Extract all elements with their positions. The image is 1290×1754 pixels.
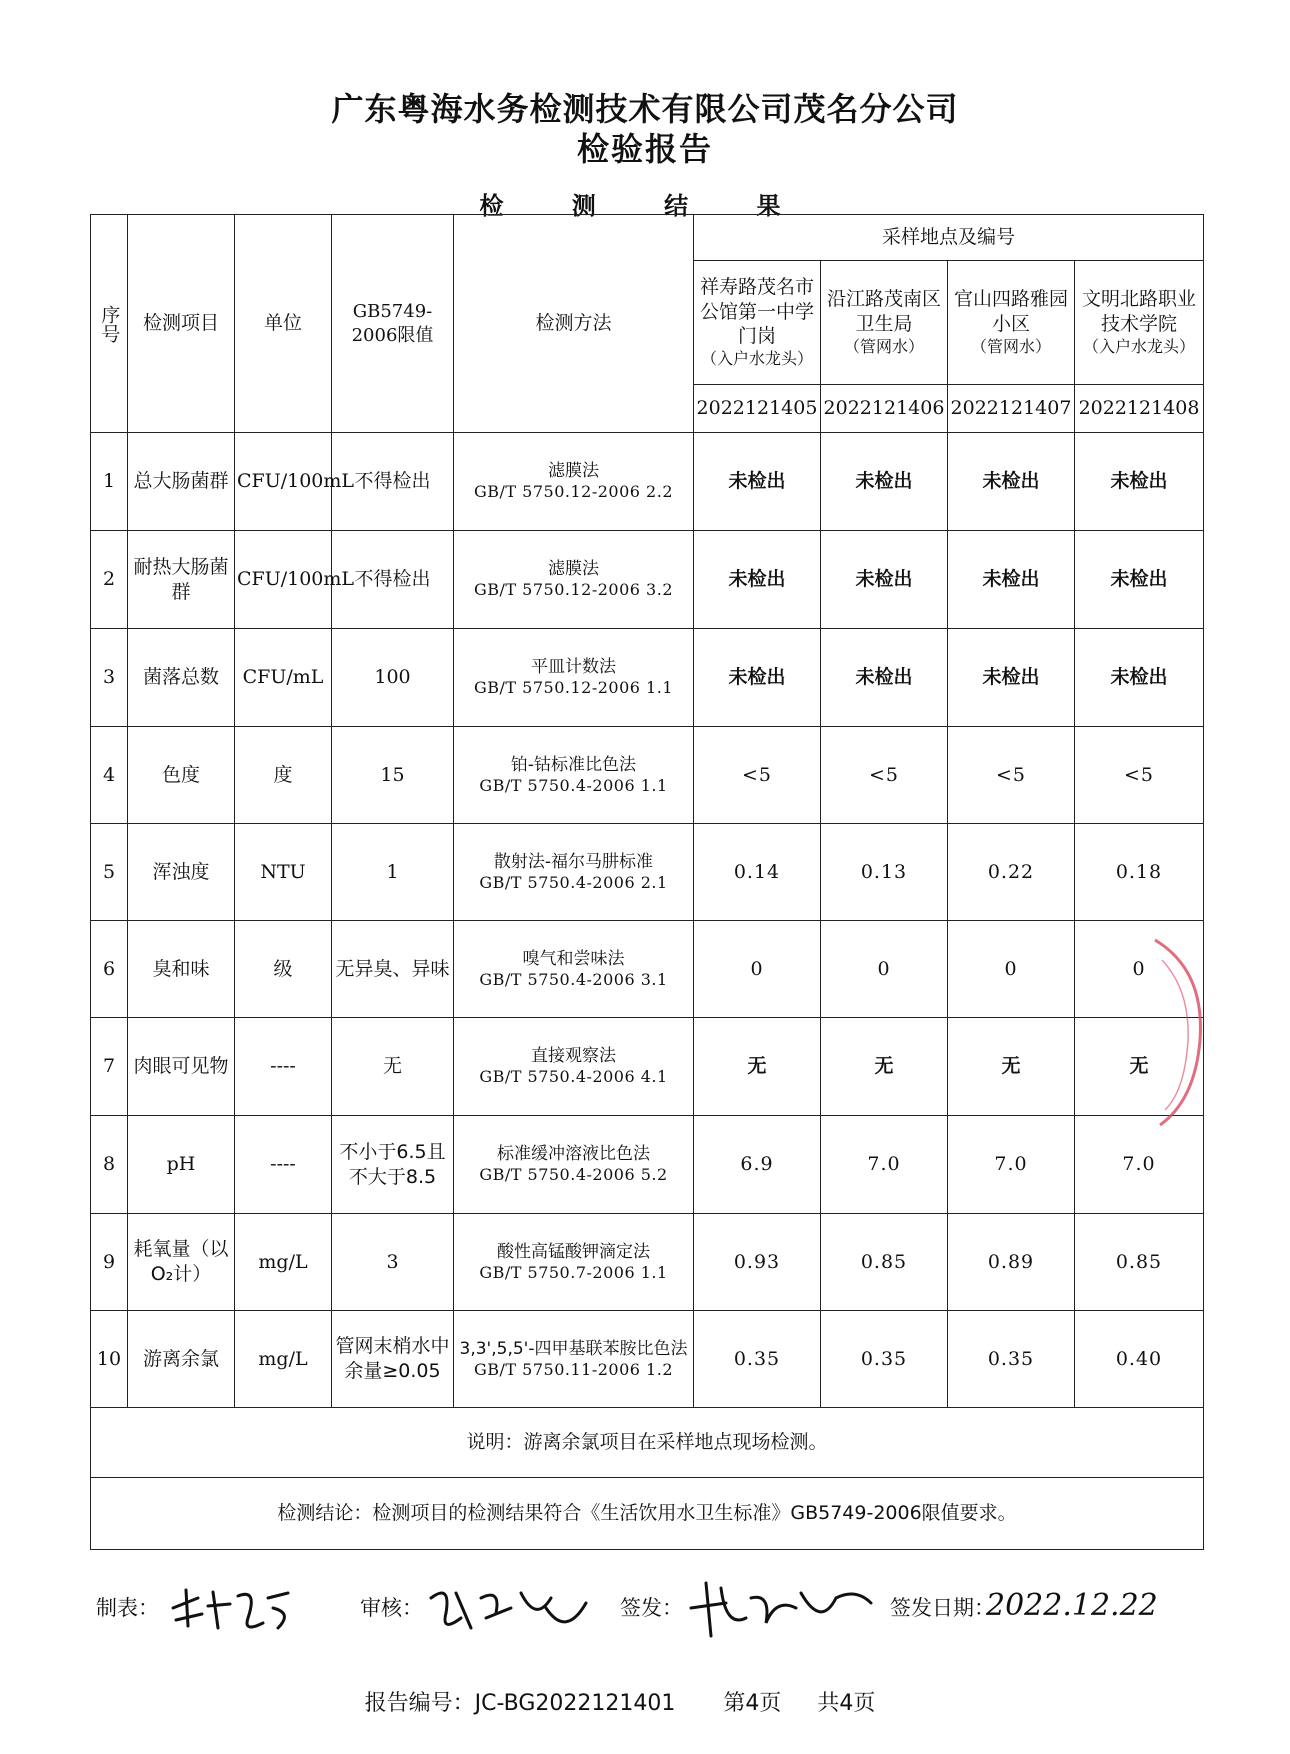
method-name: 滤膜法 [548, 559, 599, 580]
result-cell: 0.89 [948, 1214, 1075, 1311]
row-unit: 级 [235, 921, 332, 1018]
row-method [454, 531, 694, 629]
sample-id-3: 2022121407 [948, 385, 1075, 433]
signature-line [96, 1578, 1206, 1638]
row-no: 10 [91, 1311, 128, 1408]
row-no: 7 [91, 1018, 128, 1116]
row-item: 肉眼可见物 [128, 1018, 235, 1116]
result-cell: 无 [821, 1018, 948, 1116]
row-limit: 无异臭、异味 [332, 921, 454, 1018]
method-standard: GB/T 5750.4-2006 5.2 [479, 1165, 668, 1185]
row-item: 浑浊度 [128, 824, 235, 921]
result-cell: 无 [1075, 1018, 1204, 1116]
method-standard: GB/T 5750.4-2006 4.1 [479, 1067, 668, 1087]
header-limit: GB5749-2006限值 [332, 215, 454, 433]
result-cell: 0.93 [694, 1214, 821, 1311]
result-cell: 6.9 [694, 1116, 821, 1214]
row-limit: 管网末梢水中余量≥0.05 [332, 1311, 454, 1408]
method-standard: GB/T 5750.12-2006 3.2 [473, 580, 673, 600]
row-no: 3 [91, 629, 128, 727]
method-standard: GB/T 5750.11-2006 1.2 [473, 1359, 673, 1379]
table-row [91, 727, 1204, 824]
method-name: 平皿计数法 [531, 657, 616, 678]
method-standard: GB/T 5750.4-2006 3.1 [479, 969, 668, 989]
issued-label: 签发： [620, 1596, 683, 1620]
method-name: 铂-钴标准比色法 [510, 754, 637, 775]
conclusion-row [91, 1478, 1204, 1550]
result-cell: 未检出 [1075, 531, 1204, 629]
result-cell: 0.85 [821, 1214, 948, 1311]
row-method [454, 1018, 694, 1116]
reviewed-signature [426, 1578, 596, 1638]
result-cell: 未检出 [694, 629, 821, 727]
sample-id-1: 2022121405 [694, 385, 821, 433]
table-row [91, 921, 1204, 1018]
table-row [91, 1311, 1204, 1408]
header-locations: 采样地点及编号 [694, 215, 1204, 261]
location-1 [694, 261, 821, 385]
result-cell: 0.22 [948, 824, 1075, 921]
header-no: 序号 [91, 215, 128, 433]
method-name: 直接观察法 [531, 1046, 616, 1067]
table-row [91, 629, 1204, 727]
result-cell: 无 [948, 1018, 1075, 1116]
location-2 [821, 261, 948, 385]
row-limit: 无 [332, 1018, 454, 1116]
issue-date: 2022.12.22 [986, 1588, 1158, 1623]
page-total: 共4页 [817, 1691, 876, 1716]
result-cell: 0.14 [694, 824, 821, 921]
location-3-type: （管网水） [970, 336, 1051, 356]
row-unit: NTU [235, 824, 332, 921]
row-unit: 度 [235, 727, 332, 824]
result-cell: 未检出 [694, 433, 821, 531]
header-unit: 单位 [235, 215, 332, 433]
method-standard: GB/T 5750.7-2006 1.1 [479, 1262, 668, 1282]
prepared-signature [168, 1578, 298, 1638]
row-unit: CFU/mL [235, 629, 332, 727]
result-cell: 未检出 [1075, 629, 1204, 727]
method-name: 嗅气和尝味法 [522, 948, 625, 969]
result-cell: 0 [948, 921, 1075, 1018]
row-item: 色度 [128, 727, 235, 824]
row-unit: mg/L [235, 1311, 332, 1408]
sample-id-4: 2022121408 [1075, 385, 1204, 433]
row-item: 耗氧量（以O₂计） [128, 1214, 235, 1311]
row-method [454, 629, 694, 727]
location-4-name: 文明北路职业技术学院 [1082, 288, 1197, 336]
table-row [91, 531, 1204, 629]
row-method [454, 727, 694, 824]
result-cell: 未检出 [948, 433, 1075, 531]
row-unit: CFU/100mL [235, 433, 332, 531]
result-cell: 未检出 [694, 531, 821, 629]
row-method [454, 824, 694, 921]
location-2-name: 沿江路茂南区卫生局 [826, 288, 941, 336]
results-table [90, 214, 1204, 1550]
table-row [91, 1214, 1204, 1311]
row-unit: ---- [235, 1018, 332, 1116]
result-cell: 7.0 [948, 1116, 1075, 1214]
result-cell: 未检出 [1075, 433, 1204, 531]
row-method [454, 1214, 694, 1311]
row-limit: 不得检出 [332, 433, 454, 531]
reviewed-label: 审核： [360, 1596, 423, 1620]
result-cell: 0.35 [948, 1311, 1075, 1408]
row-method [454, 1311, 694, 1408]
location-1-type: （入户水龙头） [700, 349, 813, 369]
prepared-label: 制表： [96, 1596, 159, 1620]
row-method [454, 433, 694, 531]
result-cell: 0.18 [1075, 824, 1204, 921]
row-no: 8 [91, 1116, 128, 1214]
issue-date-label: 签发日期： [890, 1596, 995, 1620]
row-limit: 3 [332, 1214, 454, 1311]
result-cell: 0 [1075, 921, 1204, 1018]
location-2-type: （管网水） [843, 336, 924, 356]
row-no: 6 [91, 921, 128, 1018]
row-limit: 15 [332, 727, 454, 824]
header-method: 检测方法 [454, 215, 694, 433]
row-unit: mg/L [235, 1214, 332, 1311]
header-item: 检测项目 [128, 215, 235, 433]
method-standard: GB/T 5750.12-2006 2.2 [473, 482, 673, 502]
row-item: 游离余氯 [128, 1311, 235, 1408]
result-cell: 0.85 [1075, 1214, 1204, 1311]
result-cell: 0.13 [821, 824, 948, 921]
result-cell: 未检出 [821, 433, 948, 531]
result-cell: 无 [694, 1018, 821, 1116]
report-title: 检验报告 [576, 130, 713, 168]
result-cell: 0.35 [694, 1311, 821, 1408]
table-row [91, 824, 1204, 921]
note-row [91, 1408, 1204, 1478]
result-cell: 未检出 [821, 629, 948, 727]
location-4-type: （入户水龙头） [1083, 336, 1196, 356]
result-cell: 0 [821, 921, 948, 1018]
result-cell: <5 [948, 727, 1075, 824]
result-cell: <5 [821, 727, 948, 824]
note-text: 说明：游离余氯项目在采样地点现场检测。 [91, 1408, 1204, 1478]
result-cell: 0.40 [1075, 1311, 1204, 1408]
row-no: 4 [91, 727, 128, 824]
table-row [91, 1116, 1204, 1214]
location-4 [1075, 261, 1204, 385]
row-limit: 不得检出 [332, 531, 454, 629]
row-no: 5 [91, 824, 128, 921]
result-cell: <5 [1075, 727, 1204, 824]
result-cell: 未检出 [948, 531, 1075, 629]
row-unit: ---- [235, 1116, 332, 1214]
method-name: 散射法-福尔马肼标准 [493, 851, 654, 872]
report-number-line [0, 1686, 1240, 1717]
result-cell: 0.35 [821, 1311, 948, 1408]
location-1-name: 祥寿路茂名市公馆第一中学门岗 [699, 276, 814, 348]
seal-stamp [1150, 930, 1210, 1130]
result-cell: 7.0 [821, 1116, 948, 1214]
result-cell: 未检出 [948, 629, 1075, 727]
result-cell: <5 [694, 727, 821, 824]
row-no: 2 [91, 531, 128, 629]
location-3-name: 官山四路雅园小区 [953, 288, 1068, 336]
row-limit: 100 [332, 629, 454, 727]
table-row [91, 1018, 1204, 1116]
row-no: 1 [91, 433, 128, 531]
row-item: 菌落总数 [128, 629, 235, 727]
row-unit: CFU/100mL [235, 531, 332, 629]
row-item: 臭和味 [128, 921, 235, 1018]
result-cell: 未检出 [821, 531, 948, 629]
method-name: 酸性高锰酸钾滴定法 [497, 1241, 650, 1262]
sample-id-2: 2022121406 [821, 385, 948, 433]
method-standard: GB/T 5750.4-2006 2.1 [479, 872, 668, 892]
header-row-1 [91, 215, 1204, 261]
row-method [454, 1116, 694, 1214]
row-limit: 不小于6.5且不大于8.5 [332, 1116, 454, 1214]
row-item: 总大肠菌群 [128, 433, 235, 531]
location-3 [948, 261, 1075, 385]
method-standard: GB/T 5750.4-2006 1.1 [479, 775, 668, 795]
report-number: 报告编号：JC-BG2022121401 [364, 1691, 676, 1716]
company-title: 广东粤海水务检测技术有限公司茂名分公司 [331, 90, 959, 128]
conclusion-text: 检测结论：检测项目的检测结果符合《生活饮用水卫生标准》GB5749-2006限值要求。 [91, 1478, 1204, 1550]
method-standard: GB/T 5750.12-2006 1.1 [473, 678, 673, 698]
method-name: 滤膜法 [548, 461, 599, 482]
method-name: 3,3',5,5'-四甲基联苯胺比色法 [459, 1338, 688, 1359]
row-method [454, 921, 694, 1018]
table-row [91, 433, 1204, 531]
method-name: 标准缓冲溶液比色法 [497, 1144, 650, 1165]
section-title: 检 测 结 果 [479, 192, 811, 220]
row-item: pH [128, 1116, 235, 1214]
row-item: 耐热大肠菌群 [128, 531, 235, 629]
row-limit: 1 [332, 824, 454, 921]
row-no: 9 [91, 1214, 128, 1311]
result-cell: 0 [694, 921, 821, 1018]
issued-signature [686, 1578, 876, 1638]
result-cell: 7.0 [1075, 1116, 1204, 1214]
page-number: 第4页 [723, 1691, 782, 1716]
